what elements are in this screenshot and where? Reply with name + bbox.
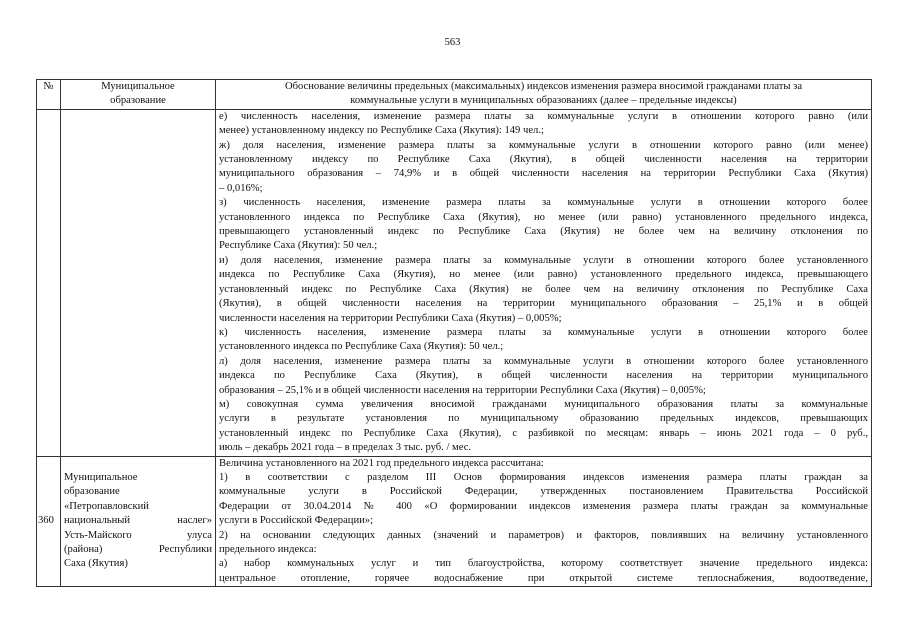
text-line: (Якутия), в общей численности населения на территории муниципального образования – 25,1% и в общей (219, 298, 868, 310)
text-line: 1) в соответствии с разделом III Основ формирования индексов изменения размера платы граждан за (219, 471, 868, 483)
text-line: Муниципальное (64, 471, 138, 483)
text-line: коммунальные услуги в Российской Федерации, утвержденных постановлением Правительства Российской (219, 486, 868, 498)
text-line: установленного индекса по Республике Саха (Якутия): 50 чел.; (219, 341, 504, 353)
header-number: № (37, 80, 61, 110)
text-line: установленный индекс по Республике Саха (Якутия) не более чем на величину отклонения по Республике Саха (219, 283, 868, 295)
table-row (37, 109, 872, 456)
header-justification-line: Обоснование величины предельных (максимальных) индексов изменения размера вносимой гражданами платы за (284, 81, 803, 92)
page-number: 563 (444, 37, 461, 48)
header-justification-line: коммунальные услуги в муниципальных образованиях (далее – предельные индексы) (350, 95, 737, 107)
text-line (64, 457, 212, 471)
text-line: численности населения на территории Республики Саха (Якутия) – 0,005%; (219, 312, 562, 324)
header-municipality-line: образование (110, 95, 166, 107)
table-row (37, 456, 872, 587)
text-line: центральное отопление, горячее водоснабжение при открытой системе теплоснабжения, водоотведение, (219, 572, 868, 584)
text-line: а) набор коммунальных услуг и тип благоустройства, которому соответствует значение предельного индекса: (219, 558, 868, 570)
text-line: м) совокупная сумма увеличения вносимой гражданами муниципального образования платы за коммунальные (219, 398, 868, 410)
row-municipality-cell (61, 109, 216, 456)
header-justification (216, 80, 872, 110)
text-line: услуги в результате установления по муниципальному образованию предельных индексов, превышающих (219, 413, 868, 425)
text-line: Республике Саха (Якутия): 50 чел.; (219, 240, 378, 252)
row-justification-cell (216, 109, 872, 456)
text-line: предельного индекса: (219, 544, 317, 555)
row-number-cell: 360 (37, 456, 61, 587)
text-line: ж) доля населения, изменение размера платы за коммунальные услуги в отношении которого равно (или менее) (219, 139, 868, 151)
text-line: 2) на основании следующих данных (значений и параметров) и факторов, повлиявших на величину установленного (219, 529, 868, 541)
text-line: к) численность населения, изменение размера платы за коммунальные услуги в отношении которого более (219, 326, 868, 338)
text-line: национальный наслег» (64, 515, 212, 527)
text-line: и) доля населения, изменение размера платы за коммунальные услуги в отношении которого более установленного (219, 254, 868, 266)
text-line: установленному индексу по Республике Саха (Якутия), в общей численности населения на территории (219, 154, 868, 166)
municipal-index-table (36, 79, 872, 587)
row-number-cell (37, 109, 61, 456)
table-header-row (37, 80, 872, 110)
text-line: превышающего установленный индекс по Республике Саха (Якутия) не более чем на величину отклонения по (219, 226, 868, 238)
text-line: Усть-Майского улуса (64, 529, 212, 541)
text-line: Величина установленного на 2021 год предельного индекса рассчитана: (219, 457, 544, 469)
text-line: Федерации от 30.04.2014 № 400 «О формировании индексов изменения размера платы граждан за коммунальные (219, 500, 868, 512)
header-municipality (61, 80, 216, 110)
text-line: установленный индекс по Республике Саха (Якутия), с разбивкой по месяцам: январь – июнь 2021 года – 0 руб., (219, 427, 868, 439)
text-line: индекса по Республике Саха (Якутия), но менее (или равно) установленного предельного индекса, превышающего (219, 269, 868, 281)
text-line: е) численность населения, изменение размера платы за коммунальные услуги в отношении которого равно (или (219, 110, 868, 122)
text-line: образования – 25,1% и в общей численности населения на территории Республики Саха (Якутия) – 0,005%; (219, 384, 706, 396)
text-line: услуги в Российской Федерации»; (219, 515, 374, 527)
text-line: (района) Республики (64, 544, 212, 555)
text-line: установленного индекса по Республике Саха (Якутия), но менее (или равно) установленного предельного индекса, (219, 211, 868, 223)
text-line: образование (64, 486, 120, 498)
text-line: Саха (Якутия) (64, 558, 128, 570)
text-line: индекса по Республике Саха (Якутия), в общей численности населения на территории муниципального (219, 370, 868, 382)
text-line: менее) установленному индексу по Республике Саха (Якутия): 149 чел.; (219, 125, 544, 137)
text-line: з) численность населения, изменение размера платы за коммунальные услуги в отношении которого более (219, 197, 868, 209)
text-line: л) доля населения, изменение размера платы за коммунальные услуги в отношении которого более установленного (219, 355, 868, 367)
text-line: «Петропавловский (64, 500, 149, 512)
row-justification-cell (216, 456, 872, 587)
header-municipality-line: Муниципальное (101, 81, 175, 92)
text-line: муниципального образования – 74,9% и в общей численности населения на территории Республики Саха (Якутия) (219, 168, 868, 180)
text-line: июль – декабрь 2021 года – в пределах 3 тыс. руб. / мес. (219, 442, 472, 454)
row-municipality-cell (61, 456, 216, 587)
text-line: – 0,016%; (219, 182, 263, 194)
